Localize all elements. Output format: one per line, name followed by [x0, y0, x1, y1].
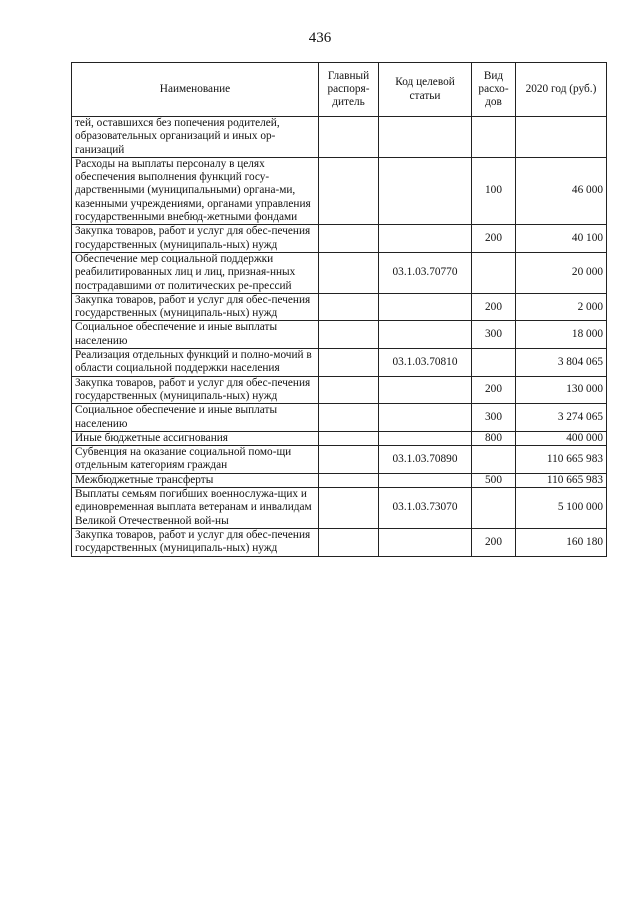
cell-expense-kind: 300	[472, 321, 516, 349]
page-number: 436	[308, 30, 332, 46]
cell-amount: 2 000	[516, 293, 607, 321]
cell-name: Социальное обеспечение и иные выплаты населению	[72, 404, 319, 432]
cell-target-code	[379, 528, 472, 556]
cell-main-manager	[319, 376, 379, 404]
table-row	[72, 488, 607, 529]
cell-main-manager	[319, 225, 379, 253]
cell-name: Выплаты семьям погибших военнослужа-щих и единовременная выплата ветеранам и инвалидам Великой Отечественной вой-ны	[72, 488, 319, 529]
cell-main-manager	[319, 252, 379, 293]
cell-target-code	[379, 117, 472, 158]
cell-expense-kind: 200	[472, 376, 516, 404]
table-row	[72, 321, 607, 349]
cell-expense-kind: 100	[472, 157, 516, 224]
header-amount-2020: 2020 год (руб.)	[516, 63, 607, 117]
header-name: Наименование	[72, 63, 319, 117]
cell-expense-kind	[472, 446, 516, 474]
cell-amount: 3 274 065	[516, 404, 607, 432]
cell-target-code	[379, 293, 472, 321]
cell-name: Субвенция на оказание социальной помо-щи отдельным категориям граждан	[72, 446, 319, 474]
cell-name: Обеспечение мер социальной поддержки реабилитированных лиц и лиц, призная-нных пострадавшими от политических ре-прессий	[72, 252, 319, 293]
cell-main-manager	[319, 446, 379, 474]
cell-name: Социальное обеспечение и иные выплаты населению	[72, 321, 319, 349]
cell-target-code: 03.1.03.70890	[379, 446, 472, 474]
cell-amount: 110 665 983	[516, 473, 607, 487]
cell-amount: 130 000	[516, 376, 607, 404]
cell-amount: 160 180	[516, 528, 607, 556]
table-row	[72, 528, 607, 556]
header-expense-kind: Вид расхо-дов	[472, 63, 516, 117]
table-row	[72, 157, 607, 224]
cell-main-manager	[319, 321, 379, 349]
cell-main-manager	[319, 293, 379, 321]
header-target-code: Код целевой статьи	[379, 63, 472, 117]
table-row	[72, 473, 607, 487]
cell-target-code	[379, 321, 472, 349]
cell-main-manager	[319, 349, 379, 377]
cell-amount: 20 000	[516, 252, 607, 293]
table-row	[72, 252, 607, 293]
cell-amount: 110 665 983	[516, 446, 607, 474]
cell-name: Закупка товаров, работ и услуг для обес-печения государственных (муниципаль-ных) нужд	[72, 293, 319, 321]
cell-name: Закупка товаров, работ и услуг для обес-печения государственных (муниципаль-ных) нужд	[72, 528, 319, 556]
cell-expense-kind	[472, 349, 516, 377]
table-body	[72, 117, 607, 557]
table-row	[72, 376, 607, 404]
cell-name: тей, оставшихся без попечения родителей, образовательных организаций и иных ор-ганизаций	[72, 117, 319, 158]
cell-expense-kind: 300	[472, 404, 516, 432]
header-main-manager: Главный распоря-дитель	[319, 63, 379, 117]
cell-amount: 46 000	[516, 157, 607, 224]
cell-name: Реализация отдельных функций и полно-мочий в области социальной поддержки населения	[72, 349, 319, 377]
cell-name: Закупка товаров, работ и услуг для обес-печения государственных (муниципаль-ных) нужд	[72, 225, 319, 253]
cell-name: Межбюджетные трансферты	[72, 473, 319, 487]
cell-target-code	[379, 473, 472, 487]
cell-amount: 5 100 000	[516, 488, 607, 529]
cell-amount: 40 100	[516, 225, 607, 253]
cell-expense-kind	[472, 117, 516, 158]
header-row	[72, 63, 607, 117]
cell-target-code: 03.1.03.70810	[379, 349, 472, 377]
cell-main-manager	[319, 488, 379, 529]
cell-target-code	[379, 431, 472, 445]
cell-target-code	[379, 157, 472, 224]
cell-target-code	[379, 376, 472, 404]
cell-main-manager	[319, 473, 379, 487]
cell-main-manager	[319, 117, 379, 158]
cell-amount: 400 000	[516, 431, 607, 445]
cell-target-code: 03.1.03.70770	[379, 252, 472, 293]
cell-expense-kind: 200	[472, 225, 516, 253]
table-row	[72, 431, 607, 445]
cell-name: Расходы на выплаты персоналу в целях обеспечения выполнения функций госу-дарственными (муниципальными) органа-ми, казенными учреждениями, органами управления государственными внебюд-жетными фондами	[72, 157, 319, 224]
cell-amount: 18 000	[516, 321, 607, 349]
cell-name: Закупка товаров, работ и услуг для обес-печения государственных (муниципаль-ных) нужд	[72, 376, 319, 404]
cell-main-manager	[319, 157, 379, 224]
table-row	[72, 117, 607, 158]
cell-expense-kind: 500	[472, 473, 516, 487]
cell-amount: 3 804 065	[516, 349, 607, 377]
table-header	[72, 63, 607, 117]
table-row	[72, 404, 607, 432]
table-row	[72, 293, 607, 321]
cell-amount	[516, 117, 607, 158]
cell-target-code: 03.1.03.73070	[379, 488, 472, 529]
table-row	[72, 225, 607, 253]
cell-name: Иные бюджетные ассигнования	[72, 431, 319, 445]
table-row	[72, 446, 607, 474]
cell-expense-kind: 800	[472, 431, 516, 445]
cell-expense-kind	[472, 488, 516, 529]
cell-expense-kind: 200	[472, 293, 516, 321]
cell-main-manager	[319, 404, 379, 432]
cell-expense-kind: 200	[472, 528, 516, 556]
cell-target-code	[379, 404, 472, 432]
budget-table	[71, 62, 607, 557]
cell-target-code	[379, 225, 472, 253]
cell-expense-kind	[472, 252, 516, 293]
cell-main-manager	[319, 431, 379, 445]
table-row	[72, 349, 607, 377]
cell-main-manager	[319, 528, 379, 556]
